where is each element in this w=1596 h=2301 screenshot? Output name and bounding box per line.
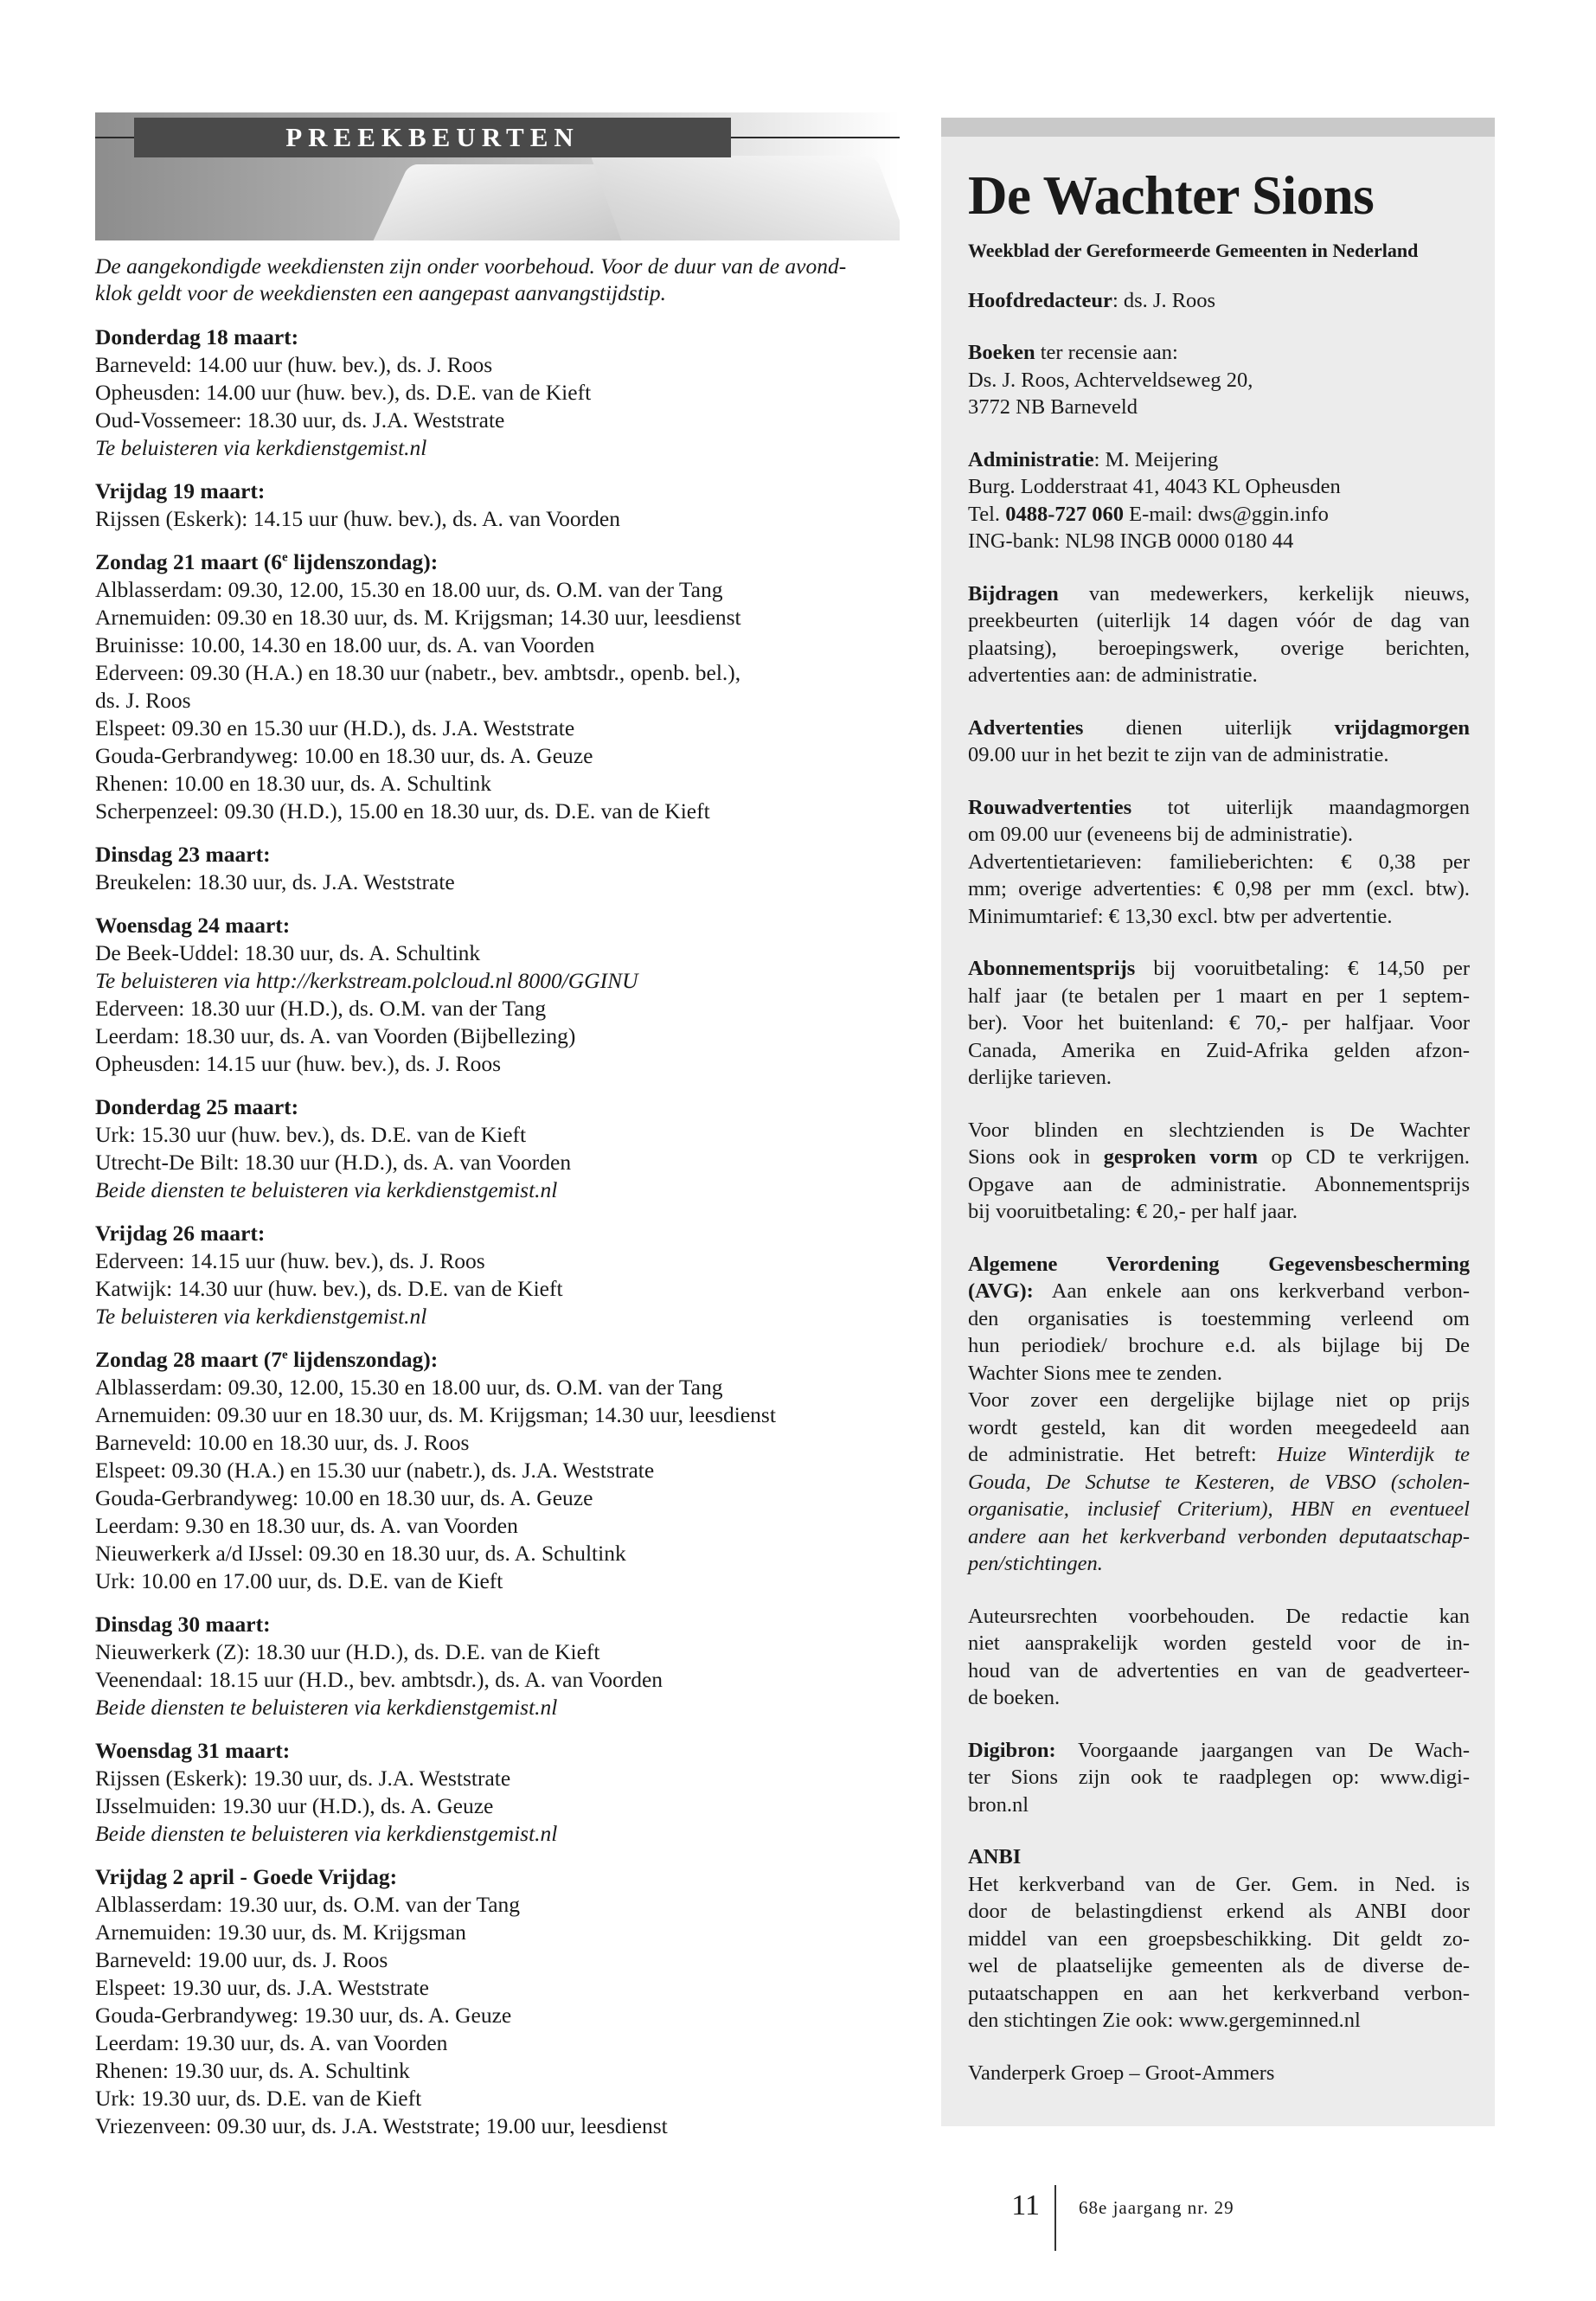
day-heading-text: Zondag 28 maart (7 [95,1347,283,1372]
colophon-line [968,1843,1470,1871]
service-entry: Leerdam: 18.30 uur, ds. A. van Voorden (Bijbellezing) [95,1023,576,1048]
colophon-text: preekbeurten (uiterlijk 14 dagen vóór de dag van [968,609,1470,632]
service-entry: Gouda-Gerbrandyweg: 19.30 uur, ds. A. Geuze [95,2003,512,2028]
service-entry: Arnemuiden: 19.30 uur, ds. M. Krijgsman [95,1920,466,1945]
colophon-line [968,607,1470,635]
colophon-text: : M. Meijering [1093,447,1219,471]
day-heading: Dinsdag 23 maart: [95,842,271,867]
service-entry: Ederveen: 09.30 (H.A.) en 18.30 uur (nabetr., bev. ambtsdr., openb. bel.), [95,660,741,685]
colophon-line [968,1657,1470,1685]
colophon-paragraph [968,794,1470,931]
magazine-title: De Wachter Sions [968,165,1375,226]
colophon-text: Gouda, De Schutse te Kesteren, de VBSO (scholen- [968,1470,1470,1494]
bold-label: Rouwadvertenties [968,795,1132,819]
colophon-line [968,1037,1470,1065]
schedule-day [95,324,904,462]
colophon-text: hun periodiek/ brochure e.d. als bijlage bij De [968,1334,1470,1357]
schedule-day [95,1611,904,1721]
colophon-topbar [941,118,1495,137]
colophon-text: niet aansprakelijk worden gesteld voor de in- [968,1631,1470,1655]
service-entry: ds. J. Roos [95,688,191,713]
colophon-text: Vanderperk Groep – Groot-Ammers [968,2061,1275,2085]
bold-label: Abonnementsprijs [968,957,1136,980]
service-entry: Bruinisse: 10.00, 14.30 en 18.00 uur, ds. A. van Voorden [95,632,595,657]
colophon-line [968,446,1470,474]
colophon-line [968,1952,1470,1980]
intro-note [95,253,904,306]
service-entry: Barneveld: 19.00 uur, ds. J. Roos [95,1947,388,1972]
colophon-paragraph [968,715,1470,769]
ordinal-suffix: e [282,550,288,565]
volume-issue: 68e jaargang nr. 29 [1079,2197,1234,2218]
colophon-text: den organisaties is toestemming verleend om [968,1306,1470,1330]
service-entry: Urk: 10.00 en 17.00 uur, ds. D.E. van de Kieft [95,1568,503,1593]
colophon-text: advertenties aan: de administratie. [968,663,1258,687]
day-heading: Woensdag 24 maart: [95,913,291,938]
day-heading [95,548,904,576]
colophon-text: den stichtingen Zie ook: www.gergeminned.nl [968,2009,1361,2032]
intro-line: klok geldt voor de weekdiensten een aangepast aanvangstijdstip. [95,280,667,305]
service-entry: Gouda-Gerbrandyweg: 10.00 en 18.30 uur, ds. A. Geuze [95,1485,593,1510]
colophon-text: 3772 NB Barneveld [968,395,1138,419]
day-heading: Dinsdag 30 maart: [95,1612,271,1637]
intro-line: De aangekondigde weekdiensten zijn onder voorbehoud. Voor de duur van de avond- [95,253,847,279]
colophon-text: van medewerkers, kerkelijk nieuws, [1058,581,1470,606]
colophon-text: pen/stichtingen. [968,1552,1103,1575]
colophon-text: Opgave aan de administratie. Abonnementsprijs [968,1172,1470,1196]
colophon-line [968,1414,1470,1442]
colophon-text: houd van de advertenties en van de geadverteer- [968,1658,1470,1682]
bold-label: Bijdragen [968,581,1059,606]
colophon-text: bij vooruitbetaling: € 14,50 per [1135,957,1470,980]
service-entry: Breukelen: 18.30 uur, ds. J.A. Weststrate [95,869,455,894]
bold-label: Boeken [968,341,1035,364]
colophon-text: dienen uiterlijk [1083,715,1335,740]
colophon-line [968,528,1470,555]
colophon-line [968,849,1470,876]
colophon-paragraph [968,1737,1470,1819]
service-entry: Elspeet: 19.30 uur, ds. J.A. Weststrate [95,1975,429,2000]
service-entry: Arnemuiden: 09.30 en 18.30 uur, ds. M. Krijgsman; 14.30 uur, leesdienst [95,605,741,630]
colophon-text: Voorgaande jaargangen van De Wach- [1055,1738,1470,1762]
colophon-line [968,955,1470,983]
open-book-image-right [591,156,900,240]
day-heading: Vrijdag 19 maart: [95,478,266,503]
section-title: PREEKBEURTEN [134,118,731,157]
colophon-text: de boeken. [968,1686,1061,1709]
service-entry: Alblasserdam: 19.30 uur, ds. O.M. van der Tang [95,1892,521,1917]
colophon-line [968,394,1470,421]
colophon-line [968,1926,1470,1953]
colophon-line [968,1496,1470,1523]
colophon-paragraph [968,1117,1470,1226]
colophon-line [968,1144,1470,1171]
bold-label: Administratie [968,447,1094,471]
colophon-paragraph [968,2060,1470,2087]
colophon-text: Het kerkverband van de Ger. Gem. in Ned. is [968,1872,1470,1896]
service-entry: Scherpenzeel: 09.30 (H.D.), 15.00 en 18.30 uur, ds. D.E. van de Kieft [95,798,710,824]
service-entry: Rijssen (Eskerk): 14.15 uur (huw. bev.), ds. A. van Voorden [95,506,620,531]
colophon-content [968,161,1470,2112]
service-entry: Alblasserdam: 09.30, 12.00, 15.30 en 18.00 uur, ds. O.M. van der Tang [95,577,723,602]
day-heading [95,1346,904,1374]
colophon-text: Canada, Amerika en Zuid-Afrika gelden afzon- [968,1038,1470,1062]
colophon-line [968,1441,1470,1469]
colophon-line [968,1550,1470,1578]
colophon-text: Ds. J. Roos, Achterveldseweg 20, [968,368,1253,392]
colophon-line [968,473,1470,501]
colophon-text: plaatsing), beroepingswerk, overige berichten, [968,636,1470,660]
colophon-text: andere aan het kerkverband verbonden deputaatschap- [968,1524,1470,1548]
bold-label: ANBI [968,1845,1022,1868]
service-entry: Leerdam: 9.30 en 18.30 uur, ds. A. van Voorden [95,1513,518,1538]
colophon-line [968,1898,1470,1926]
colophon-text: Wachter Sions mee te zenden. [968,1361,1222,1385]
colophon-line [968,1871,1470,1899]
colophon-paragraph [968,1843,1470,2035]
day-heading: Woensdag 31 maart: [95,1738,291,1763]
ordinal-suffix: e [282,1348,288,1362]
colophon-line [968,1305,1470,1333]
schedule-day [95,478,904,533]
day-heading-text: lijdenszondag): [287,549,439,574]
schedule-day [95,1863,904,2140]
broadcast-note: Beide diensten te beluisteren via kerkdienstgemist.nl [95,1695,558,1720]
colophon-text: bron.nl [968,1792,1029,1817]
colophon-paragraph [968,287,1470,315]
colophon-paragraph [968,1603,1470,1712]
colophon-line [968,1791,1470,1819]
schedule-day [95,1346,904,1595]
service-entry: Alblasserdam: 09.30, 12.00, 15.30 en 18.00 uur, ds. O.M. van der Tang [95,1375,723,1400]
bold-label: Algemene Verordening Gegevensbescherming [968,1252,1470,1276]
colophon-text: wordt gesteld, kan dit worden meegedeeld aan [968,1415,1470,1439]
colophon-line [968,580,1470,608]
colophon-text: Tel. [968,502,1006,526]
colophon-line [968,1603,1470,1631]
service-entry: Elspeet: 09.30 (H.A.) en 15.30 uur (nabetr.), ds. J.A. Weststrate [95,1458,655,1483]
colophon-text: wel de plaatselijke gemeenten als de diverse de- [968,1954,1470,1977]
day-heading-text: lijdenszondag): [287,1347,439,1372]
colophon-line [968,903,1470,931]
service-entry: Urk: 15.30 uur (huw. bev.), ds. D.E. van de Kieft [95,1122,527,1147]
broadcast-note: Beide diensten te beluisteren via kerkdienstgemist.nl [95,1177,558,1202]
service-entry: Ederveen: 14.15 uur (huw. bev.), ds. J. Roos [95,1248,485,1273]
colophon-text: Huize Winterdijk te [1277,1443,1470,1466]
service-entry: Rijssen (Eskerk): 19.30 uur, ds. J.A. Weststrate [95,1766,511,1791]
colophon-text: ter recensie aan: [1035,341,1178,364]
colophon-text: Voor blinden en slechtzienden is De Wachter [968,1118,1470,1142]
service-entry: Katwijk: 14.30 uur (huw. bev.), ds. D.E. van de Kieft [95,1276,563,1301]
bold-label: (AVG): [968,1279,1034,1303]
service-entry: Urk: 19.30 uur, ds. D.E. van de Kieft [95,2086,422,2111]
schedule-day [95,912,904,1078]
service-entry: Barneveld: 14.00 uur (huw. bev.), ds. J. Roos [95,352,493,377]
bold-label: vrijdagmorgen [1334,715,1470,740]
colophon-line [968,2007,1470,2035]
broadcast-note: Te beluisteren via kerkdienstgemist.nl [95,1304,427,1329]
service-entry: Ederveen: 18.30 uur (H.D.), ds. O.M. van der Tang [95,996,547,1021]
service-entry: Gouda-Gerbrandyweg: 10.00 en 18.30 uur, ds. A. Geuze [95,743,593,768]
colophon-line [968,1278,1470,1305]
colophon-text: Minimumtarief: € 13,30 excl. btw per advertentie. [968,904,1393,928]
schedule-day [95,1220,904,1330]
service-entry: Nieuwerkerk a/d IJssel: 09.30 en 18.30 uur, ds. A. Schultink [95,1541,626,1566]
colophon-line [968,2060,1470,2087]
colophon-line [968,1764,1470,1791]
colophon-paragraph [968,1251,1470,1578]
colophon-box [941,118,1495,2126]
colophon-text: door de belastingdienst erkend als ANBI door [968,1900,1470,1923]
colophon-line [968,662,1470,689]
colophon-text: Aan enkele aan ons kerkverband verbon- [1033,1279,1470,1303]
schedule-list [95,324,904,2140]
schedule-day [95,1093,904,1204]
colophon-text: E-mail: dws@ggin.info [1123,502,1329,526]
colophon-line [968,983,1470,1010]
colophon-line [968,501,1470,529]
service-entry: Elspeet: 09.30 en 15.30 uur (H.D.), ds. J.A. Weststrate [95,715,575,740]
colophon-text: mm; overige advertenties: € 0,98 per mm (excl. btw). [968,877,1470,901]
colophon-text: : ds. J. Roos [1112,288,1216,312]
service-entry: Arnemuiden: 09.30 uur en 18.30 uur, ds. M. Krijgsman; 14.30 uur, leesdienst [95,1402,776,1427]
service-entry: Barneveld: 10.00 en 18.30 uur, ds. J. Roos [95,1430,470,1455]
service-entry: Utrecht-De Bilt: 18.30 uur (H.D.), ds. A. van Voorden [95,1150,572,1175]
schedule-day [95,841,904,896]
magazine-subtitle: Weekblad der Gereformeerde Gemeenten in Nederland [968,240,1419,261]
colophon-text: half jaar (te betalen per 1 maart en per 1 septem- [968,984,1470,1008]
day-heading-text: Zondag 21 maart (6 [95,549,283,574]
day-heading: Donderdag 18 maart: [95,324,299,349]
colophon-text: derlijke tarieven. [968,1066,1112,1089]
bold-label: gesproken vorm [1103,1145,1259,1169]
colophon-paragraph [968,955,1470,1092]
colophon-line [968,1469,1470,1497]
colophon-text: organisatie, inclusief Criterium), HBN en eventueel [968,1497,1470,1521]
broadcast-note: Te beluisteren via http://kerkstream.polcloud.nl 8000/GGINU [95,968,638,993]
colophon-line [968,875,1470,903]
colophon-line [968,1117,1470,1144]
colophon-line [968,367,1470,394]
colophon-line [968,1198,1470,1226]
colophon-text: op CD te verkrijgen. [1258,1145,1471,1169]
service-entry: De Beek-Uddel: 18.30 uur, ds. A. Schultink [95,940,481,965]
schedule-day [95,548,904,825]
colophon-line [968,1980,1470,2008]
colophon-line [968,1171,1470,1199]
service-entry: Opheusden: 14.15 uur (huw. bev.), ds. J. Roos [95,1051,502,1076]
colophon-line [968,741,1470,769]
colophon-line [968,1332,1470,1360]
colophon-text: Burg. Lodderstraat 41, 4043 KL Opheusden [968,475,1341,498]
colophon-line [968,1523,1470,1551]
broadcast-note: Te beluisteren via kerkdienstgemist.nl [95,435,427,460]
service-entry: Veenendaal: 18.15 uur (H.D., bev. ambtsdr.), ds. A. van Voorden [95,1667,663,1692]
footer-divider [1054,2185,1056,2251]
day-heading: Vrijdag 26 maart: [95,1221,266,1246]
schedule-day [95,1737,904,1848]
bold-label: Advertenties [968,715,1084,740]
colophon-line [968,1684,1470,1712]
colophon-text: Advertentietarieven: familieberichten: € 0,38 per [968,849,1470,874]
colophon-text: bij vooruitbetaling: € 20,- per half jaar. [968,1200,1298,1223]
colophon-line [968,1064,1470,1092]
preekbeurten-column [95,253,904,2156]
colophon-text: ING-bank: NL98 INGB 0000 0180 44 [968,529,1294,553]
colophon-text: Sions ook in [968,1145,1104,1169]
colophon-text: om 09.00 uur (eveneens bij de administratie). [968,823,1353,846]
colophon-text: Auteursrechten voorbehouden. De redactie kan [968,1604,1470,1628]
colophon-paragraph [968,446,1470,555]
service-entry: Leerdam: 19.30 uur, ds. A. van Voorden [95,2030,448,2055]
colophon-line [968,794,1470,822]
colophon-line [968,1251,1470,1279]
service-entry: Vriezenveen: 09.30 uur, ds. J.A. Weststrate; 19.00 uur, leesdienst [95,2113,668,2138]
colophon-text: ter Sions zijn ook te raadplegen op: www.digi- [968,1766,1470,1789]
bold-label: Digibron: [968,1738,1056,1762]
broadcast-note: Beide diensten te beluisteren via kerkdienstgemist.nl [95,1821,558,1846]
colophon-text: ber). Voor het buitenland: € 70,- per halfjaar. Voor [968,1011,1470,1035]
bold-label: Hoofdredacteur [968,288,1112,312]
colophon-line [968,1387,1470,1414]
service-entry: IJsselmuiden: 19.30 uur (H.D.), ds. A. Geuze [95,1793,494,1818]
page-number: 11 [1011,2189,1040,2221]
colophon-text: de administratie. Het betreft: [968,1443,1278,1466]
colophon-line [968,1737,1470,1765]
service-entry: Oud-Vossemeer: 18.30 uur, ds. J.A. Weststrate [95,407,505,433]
bold-label: 0488-727 060 [1005,502,1124,526]
service-entry: Rhenen: 10.00 en 18.30 uur, ds. A. Schultink [95,771,491,796]
colophon-line [968,1630,1470,1657]
colophon-text: Voor zover een dergelijke bijlage niet op prijs [968,1388,1470,1412]
colophon-line [968,1360,1470,1388]
colophon-paragraph [968,339,1470,421]
colophon-line [968,715,1470,742]
colophon-text: middel van een groepsbeschikking. Dit geldt zo- [968,1926,1470,1951]
colophon-text: putaatschappen en aan het kerkverband verbon- [968,1981,1470,2005]
colophon-line [968,1009,1470,1037]
colophon-text: tot uiterlijk maandagmorgen [1131,795,1470,819]
colophon-blocks [968,287,1470,2087]
colophon-line [968,339,1470,367]
day-heading: Vrijdag 2 april - Goede Vrijdag: [95,1864,398,1889]
service-entry: Opheusden: 14.00 uur (huw. bev.), ds. D.E. van de Kieft [95,380,592,405]
colophon-paragraph [968,580,1470,689]
day-heading: Donderdag 25 maart: [95,1094,299,1119]
colophon-text: 09.00 uur in het bezit te zijn van de administratie. [968,743,1389,766]
colophon-line [968,635,1470,663]
colophon-line [968,287,1470,315]
colophon-line [968,821,1470,849]
service-entry: Rhenen: 19.30 uur, ds. A. Schultink [95,2058,410,2083]
service-entry: Nieuwerkerk (Z): 18.30 uur (H.D.), ds. D.E. van de Kieft [95,1639,600,1664]
